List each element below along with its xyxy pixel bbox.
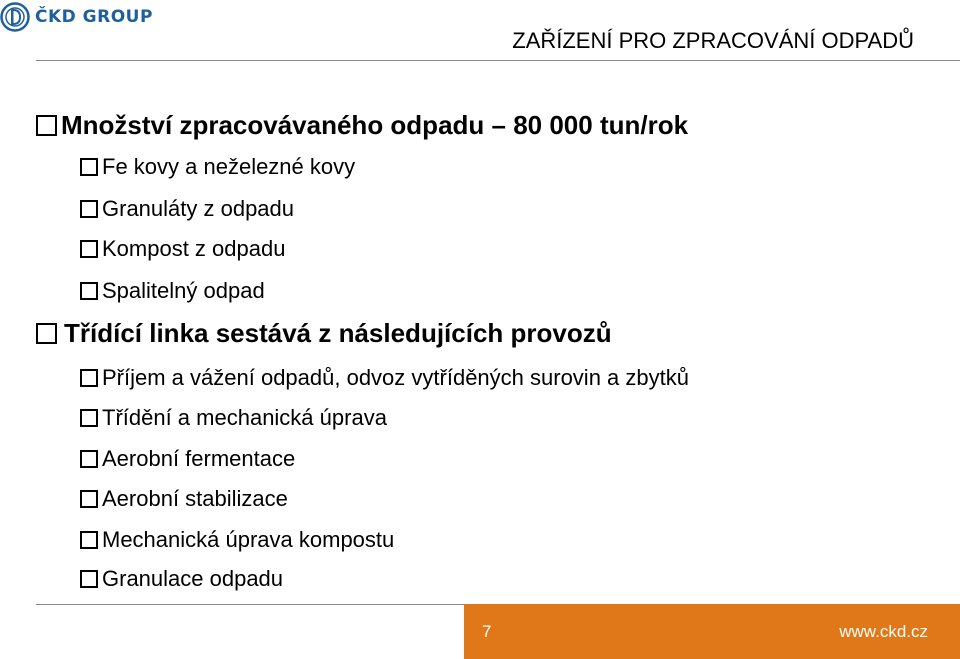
- footer-divider: [36, 604, 464, 605]
- list-item-text: Příjem a vážení odpadů, odvoz vytříděných surovin a zbytků: [102, 365, 689, 390]
- footer-bar: [464, 604, 960, 659]
- list-item-text: Mechanická úprava kompostu: [102, 527, 395, 552]
- list-item: [80, 405, 387, 431]
- website-link[interactable]: www.ckd.cz: [839, 622, 928, 641]
- list-item-text: Granuláty z odpadu: [102, 196, 295, 221]
- section-heading-quantity: [36, 110, 688, 141]
- list-item: [80, 154, 355, 180]
- ckd-logo-icon: [0, 2, 30, 32]
- list-item: [80, 486, 288, 512]
- checkbox-square-icon: [80, 282, 98, 300]
- list-item: [80, 527, 394, 553]
- logo-text: ČKD GROUP: [35, 7, 153, 27]
- checkbox-square-icon: [80, 450, 98, 468]
- list-item: [80, 196, 294, 222]
- list-item: [80, 566, 283, 592]
- list-item-text: Třídění a mechanická úprava: [102, 405, 387, 430]
- checkbox-square-icon: [80, 369, 98, 387]
- header-divider: [36, 60, 960, 61]
- list-item-text: Spalitelný odpad: [102, 278, 265, 303]
- checkbox-square-icon: [80, 200, 98, 218]
- list-item-text: Kompost z odpadu: [102, 236, 286, 261]
- slide-title: ZAŘÍZENÍ PRO ZPRACOVÁNÍ ODPADŮ: [512, 28, 914, 53]
- section-heading-sorting-line: [36, 318, 612, 349]
- section-heading-text: Množství zpracovávaného odpadu – 80 000 tun/rok: [61, 110, 689, 140]
- ckd-logo: [0, 2, 153, 32]
- list-item: [80, 236, 285, 262]
- section-heading-text: Třídící linka sestává z následujících provozů: [64, 318, 612, 348]
- checkbox-square-icon: [80, 490, 98, 508]
- page-number: 7: [482, 622, 492, 641]
- checkbox-square-icon: [80, 158, 98, 176]
- list-item-text: Fe kovy a neželezné kovy: [102, 154, 356, 179]
- checkbox-square-icon: [36, 115, 57, 136]
- checkbox-square-icon: [80, 409, 98, 427]
- list-item-text: Granulace odpadu: [102, 566, 284, 591]
- list-item-text: Aerobní stabilizace: [102, 486, 288, 511]
- list-item: [80, 365, 689, 391]
- list-item-text: Aerobní fermentace: [102, 446, 296, 471]
- checkbox-square-icon: [80, 240, 98, 258]
- checkbox-square-icon: [36, 323, 57, 344]
- list-item: [80, 278, 265, 304]
- list-item: [80, 446, 295, 472]
- checkbox-square-icon: [80, 531, 98, 549]
- checkbox-square-icon: [80, 570, 98, 588]
